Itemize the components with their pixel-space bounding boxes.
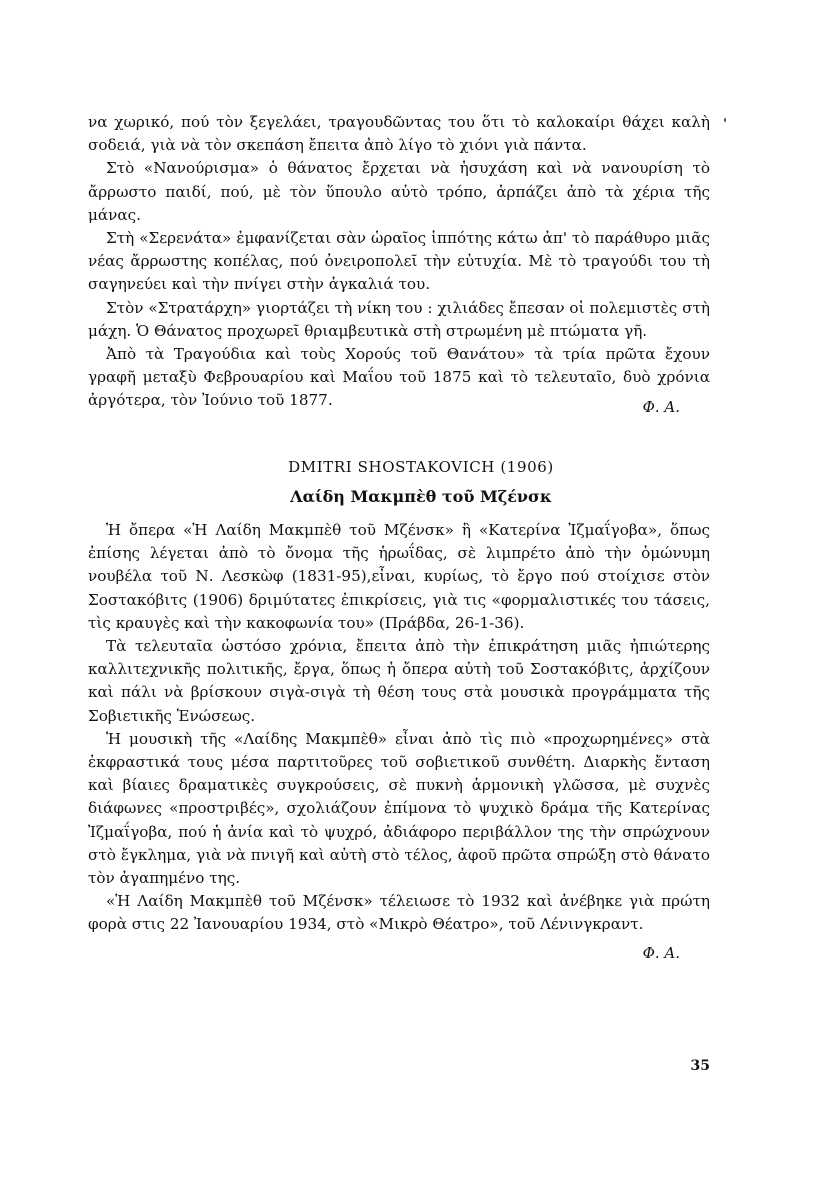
paragraph-lullaby: Στὸ «Νανούρισμα» ὁ θάνατος ἔρχεται νὰ ἡσυχάση καὶ νὰ νανουρίση τὸ ἄρρωστο παιδί, πού, μὲ τὸν ὕπουλο αὐτὸ τρόπο, ἁρπάζει ἀπὸ τὰ χέρια τῆς μάνας. — [88, 159, 710, 224]
work-title: Λαίδη Μακμπὲθ τοῦ Μζένσκ — [290, 487, 552, 506]
paragraph-music-description: Ἡ μουσικὴ τῆς «Λαίδης Μακμπὲθ» εἶναι ἀπὸ τὶς πιὸ «προχωρημένες» στὰ ἐκφραστικά τους μέσα παρτιτοῦρες τοῦ σοβιετικοῦ συνθέτη. Διαρκὴς ἔνταση καὶ βίαιες δραματικὲς συγκρούσεις, σὲ πυκνὴ ἁρμονικὴ γλῶσσα, μὲ συχνὲς διάφωνες «προστριβές», σχολιάζουν ἐπίμονα τὸ ψυχικὸ δράμα τῆς Κατερίνας Ἰζμαΐγοβα, πού ἡ ἀνία καὶ τὸ ψυχρό, ἀδιάφορο περιβάλλον της τὴν σπρώχνουν στὸ ἔγκλημα, γιὰ νὰ πνιγῆ καὶ αὐτὴ στὸ τέλος, ἀφοῦ πρῶτα σπρώξη στὸ θάνατο τὸν ἀγαπημένο της. — [88, 729, 710, 888]
composer-heading: DMITRI SHOSTAKOVICH (1906) — [288, 458, 554, 476]
paragraph-opera-intro: Ἡ ὄπερα «Ἡ Λαίδη Μακμπὲθ τοῦ Μζένσκ» ἢ «Κατερίνα Ἰζμαΐγοβα», ὅπως ἐπίσης λέγεται ἀπὸ τὸ ὄνομα τῆς ἡρωΐδας, σὲ λιμπρέτο ἀπὸ τὴν ὁμώνυμη νουβέλα τοῦ Ν. Λεσκὼφ (1831-95),εἶναι, κυρίως, τὸ ἔργο πού στοίχισε στὸν Σοστακόβιτς (1906) δριμύτατες ἐπικρίσεις, γιὰ τις «φορμαλιστικές του τάσεις, τὶς κραυγὲς καὶ τὴν κακοφωνία του» (Πράβδα, 26-1-36). — [88, 521, 710, 632]
paragraph-continuation: να χωρικό, πού τὸν ξεγελάει, τραγουδῶντας του ὅτι τὸ καλοκαίρι θάχει καλὴ σοδειά, γιὰ νὰ τὸν σκεπάση ἔπειτα ἀπὸ λίγο τὸ χιόνι γιὰ πάντα. — [88, 113, 710, 155]
paragraph-recent-years: Τὰ τελευταῖα ὡστόσο χρόνια, ἔπειτα ἀπὸ τὴν ἐπικράτηση μιᾶς ἠπιώτερης καλλιτεχνικῆς πολιτικῆς, ἔργα, ὅπως ἡ ὄπερα αὐτὴ τοῦ Σοστακόβιτς, ἀρχίζουν καὶ πάλι νὰ βρίσκουν σιγὰ-σιγὰ τὴ θέση τους στὰ μουσικὰ προγράμματα τῆς Σοβιετικῆς Ἑνώσεως. — [88, 637, 710, 725]
paragraph-serenade: Στὴ «Σερενάτα» ἐμφανίζεται σὰν ὡραῖος ἱππότης κάτω ἀπ' τὸ παράθυρο μιᾶς νέας ἄρρωστης κοπέλας, πού ὀνειροπολεῖ τὴν εὐτυχία. Μὲ τὸ τραγούδι του τὴ σαγηνεύει καὶ τὴν πνίγει στὴν ἀγκαλιά του. — [88, 229, 710, 294]
author-signature: Φ. Α. — [642, 398, 680, 416]
author-signature: Φ. Α. — [642, 944, 680, 962]
print-speck — [724, 118, 726, 122]
paragraph-field-marshal: Στὸν «Στρατάρχη» γιορτάζει τὴ νίκη του : χιλιάδες ἔπεσαν οἱ πολεμιστὲς στὴ μάχη. Ὁ Θάνατος προχωρεῖ θριαμβευτικὰ στὴ στρωμένη μὲ πτώματα γῆ. — [88, 298, 710, 340]
paragraph-composition-dates: Ἀπὸ τὰ Τραγούδια καὶ τοὺς Χορούς τοῦ Θανάτου» τὰ τρία πρῶτα ἔχουν γραφῆ μεταξὺ Φεβρουαρίου καὶ Μαΐου τοῦ 1875 καὶ τὸ τελευταῖο, δυὸ χρόνια ἀργότερα, τὸν Ἰούνιο τοῦ 1877. — [88, 345, 710, 410]
bottom-text-section — [88, 519, 710, 937]
page-number: 35 — [690, 1058, 710, 1074]
top-text-section — [88, 111, 710, 413]
paragraph-premiere: «Ἡ Λαίδη Μακμπὲθ τοῦ Μζένσκ» τέλειωσε τὸ 1932 καὶ ἀνέβηκε γιὰ πρώτη φορὰ στις 22 Ἰανουαρίου 1934, στὸ «Μικρὸ Θέατρο», τοῦ Λένινγκραντ. — [88, 892, 710, 934]
